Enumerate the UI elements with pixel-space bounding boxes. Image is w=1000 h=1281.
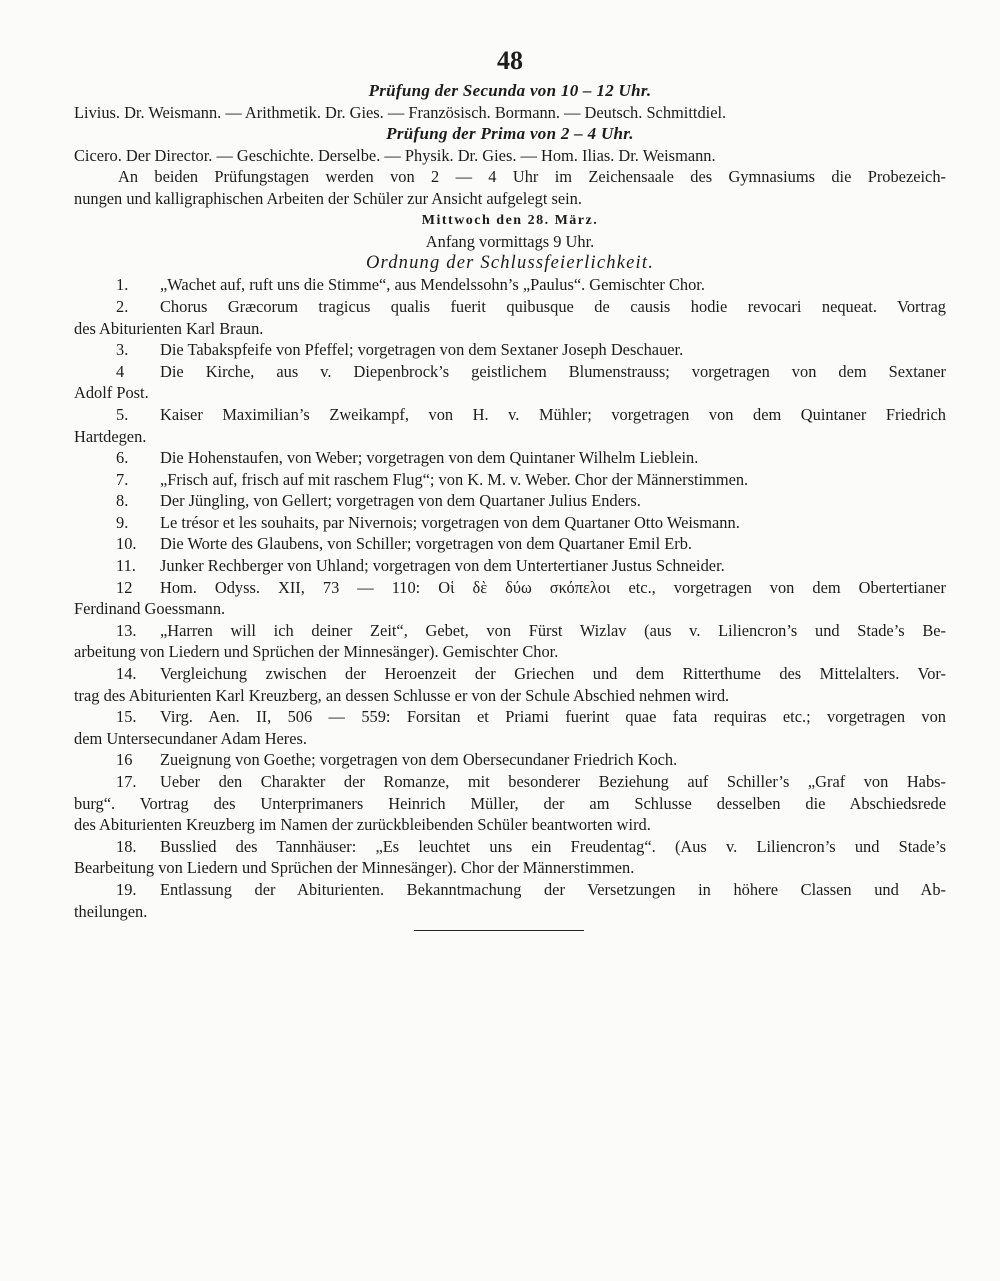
program-item-text: arbeitung von Liedern und Sprüchen der Minnesänger). Gemischter Chor.	[74, 642, 559, 662]
date-heading: Mittwoch den 28. März.	[421, 212, 599, 228]
program-item	[74, 533, 946, 555]
program-item-number: 2.	[116, 296, 129, 316]
program-item	[74, 620, 946, 642]
program-item-continuation	[74, 382, 946, 404]
secunda-line: Livius. Dr. Weismann. — Arithmetik. Dr. Gies. — Französisch. Bormann. — Deutsch. Schmittdiel.	[74, 102, 727, 122]
program-item	[74, 469, 946, 491]
program-item-text: Die Worte des Glaubens, von Schiller; vorgetragen von dem Quartaner Emil Erb.	[160, 534, 692, 554]
program-item-number: 4	[116, 361, 125, 381]
program-item-text: Hom. Odyss. XII, 73 — 110: Οἱ δὲ δύω σκόπελοι etc., vorgetragen von dem Obertertianer	[160, 577, 946, 597]
program-item	[74, 490, 946, 512]
drawings-line-1: An beiden Prüfungstagen werden von 2 — 4 Uhr im Zeichensaale des Gymnasiums die Probezeich-	[118, 167, 946, 187]
program-item-text: Chorus Græcorum tragicus qualis fuerit quibusque de causis hodie revocari nequeat. Vortrag	[160, 296, 946, 316]
program-item-number: 16	[116, 750, 133, 770]
program-item-number: 8.	[116, 491, 129, 511]
start-time: Anfang vormittags 9 Uhr.	[425, 232, 595, 252]
program-item	[74, 706, 946, 728]
program-item-number: 7.	[116, 469, 129, 489]
page-number: 48	[497, 46, 523, 75]
program-item-text: Hartdegen.	[74, 426, 147, 446]
program-item-number: 14.	[116, 664, 137, 684]
program-item-text: Ferdinand Goessmann.	[74, 599, 226, 619]
secunda-heading: Prüfung der Secunda von 10 – 12 Uhr.	[368, 81, 652, 100]
program-item-number: 19.	[116, 879, 137, 899]
program-item-text: des Abiturienten Karl Braun.	[74, 318, 264, 338]
drawings-paragraph	[74, 166, 946, 209]
program-item-text: Kaiser Maximilian’s Zweikampf, von H. v. Mühler; vorgetragen von dem Quintaner Friedrich	[160, 404, 946, 424]
program-item-continuation	[74, 793, 946, 815]
program-item-text: Busslied des Tannhäuser: „Es leuchtet uns ein Freudentag“. (Aus v. Liliencron’s und Stade’s	[160, 836, 946, 856]
program-item-text: Ueber den Charakter der Romanze, mit besonderer Beziehung auf Schiller’s „Graf von Habs-	[160, 772, 946, 791]
program-item-text: Entlassung der Abiturienten. Bekanntmachung der Versetzungen in höhere Classen und Ab-	[160, 879, 946, 899]
program-item-text: „Harren will ich deiner Zeit“, Gebet, von Fürst Wizlav (aus v. Liliencron’s und Stade’s Be-	[160, 620, 946, 640]
program-item-text: Die Hohenstaufen, von Weber; vorgetragen von dem Quintaner Wilhelm Lieblein.	[160, 448, 699, 468]
ceremony-program-list	[74, 274, 946, 922]
prima-line: Cicero. Der Director. — Geschichte. Derselbe. — Physik. Dr. Gies. — Hom. Ilias. Dr. Weismann.	[74, 145, 716, 165]
program-item-text: Zueignung von Goethe; vorgetragen von dem Obersecundaner Friedrich Koch.	[160, 750, 678, 770]
program-item-number: 11.	[116, 556, 136, 576]
program-item-continuation	[74, 641, 946, 663]
program-item-text: „Wachet auf, ruft uns die Stimme“, aus Mendelssohn’s „Paulus“. Gemischter Chor.	[160, 275, 705, 295]
program-item-number: 1.	[116, 275, 129, 295]
program-item	[74, 749, 946, 771]
program-item-number: 6.	[116, 448, 129, 468]
drawings-line-2: nungen und kalligraphischen Arbeiten der Schüler zur Ansicht aufgelegt sein.	[74, 188, 582, 208]
program-item-continuation	[74, 685, 946, 707]
program-item-number: 13.	[116, 620, 137, 640]
prima-heading: Prüfung der Prima von 2 – 4 Uhr.	[386, 124, 634, 144]
program-item-text: Bearbeitung von Liedern und Sprüchen der Minnesänger). Chor der Männerstimmen.	[74, 858, 635, 878]
program-item-continuation	[74, 901, 946, 923]
program-item-text: Der Jüngling, von Gellert; vorgetragen von dem Quartaner Julius Enders.	[160, 491, 641, 511]
program-item	[74, 512, 946, 534]
program-item-number: 5.	[116, 404, 129, 424]
program-item-continuation	[74, 857, 946, 879]
document-page	[74, 44, 946, 931]
program-item	[74, 404, 946, 426]
program-item-number: 17.	[116, 772, 137, 791]
program-item-text: theilungen.	[74, 901, 148, 921]
program-item-text: Virg. Aen. II, 506 — 559: Forsitan et Priami fuerint quae fata requiras etc.; vorgetragen von	[160, 707, 946, 727]
program-item-text: Die Kirche, aus v. Diepenbrock’s geistlichem Blumenstrauss; vorgetragen von dem Sextaner	[160, 361, 946, 381]
program-item-number: 18.	[116, 836, 137, 856]
program-item-text: burg“. Vortrag des Unterprimaners Heinrich Müller, der am Schlusse desselben die Abschiedsrede	[74, 793, 946, 813]
program-item	[74, 663, 946, 685]
program-item-number: 3.	[116, 340, 129, 360]
program-item	[74, 339, 946, 361]
program-item-text: trag des Abiturienten Karl Kreuzberg, an dessen Schlusse er von der Schule Abschied nehmen wird.	[74, 685, 730, 705]
program-item	[74, 274, 946, 296]
program-item	[74, 577, 946, 599]
program-item-text: Junker Rechberger von Uhland; vorgetragen von dem Untertertianer Justus Schneider.	[160, 556, 725, 576]
program-item-number: 15.	[116, 707, 137, 727]
program-item	[74, 879, 946, 901]
program-item-number: 9.	[116, 512, 129, 532]
ceremony-heading: Ordnung der Schlussfeierlichkeit.	[365, 252, 655, 273]
program-item	[74, 361, 946, 383]
program-item-continuation	[74, 598, 946, 620]
program-item-text: des Abiturienten Kreuzberg im Namen der zurückbleibenden Schüler beantworten wird.	[74, 815, 651, 835]
program-item-text: „Frisch auf, frisch auf mit raschem Flug“; von K. M. v. Weber. Chor der Männerstimmen.	[160, 469, 749, 489]
program-item	[74, 296, 946, 318]
program-item-text: Adolf Post.	[74, 383, 149, 403]
program-item-continuation	[74, 814, 946, 836]
program-item	[74, 555, 946, 577]
program-item-text: Vergleichung zwischen der Heroenzeit der Griechen und dem Ritterthume des Mittelalters. Vor-	[160, 664, 946, 684]
program-item	[74, 836, 946, 858]
program-item-continuation	[74, 318, 946, 340]
closing-rule	[414, 930, 584, 931]
program-item-number: 12	[116, 577, 133, 597]
program-item-continuation	[74, 426, 946, 448]
program-item-text: Die Tabakspfeife von Pfeffel; vorgetragen von dem Sextaner Joseph Deschauer.	[160, 340, 684, 360]
program-item	[74, 771, 946, 793]
program-item-number: 10.	[116, 534, 137, 554]
program-item-text: Le trésor et les souhaits, par Nivernois; vorgetragen von dem Quartaner Otto Weismann.	[160, 512, 740, 532]
program-item	[74, 447, 946, 469]
program-item-continuation	[74, 728, 946, 750]
program-item-text: dem Untersecundaner Adam Heres.	[74, 728, 308, 748]
